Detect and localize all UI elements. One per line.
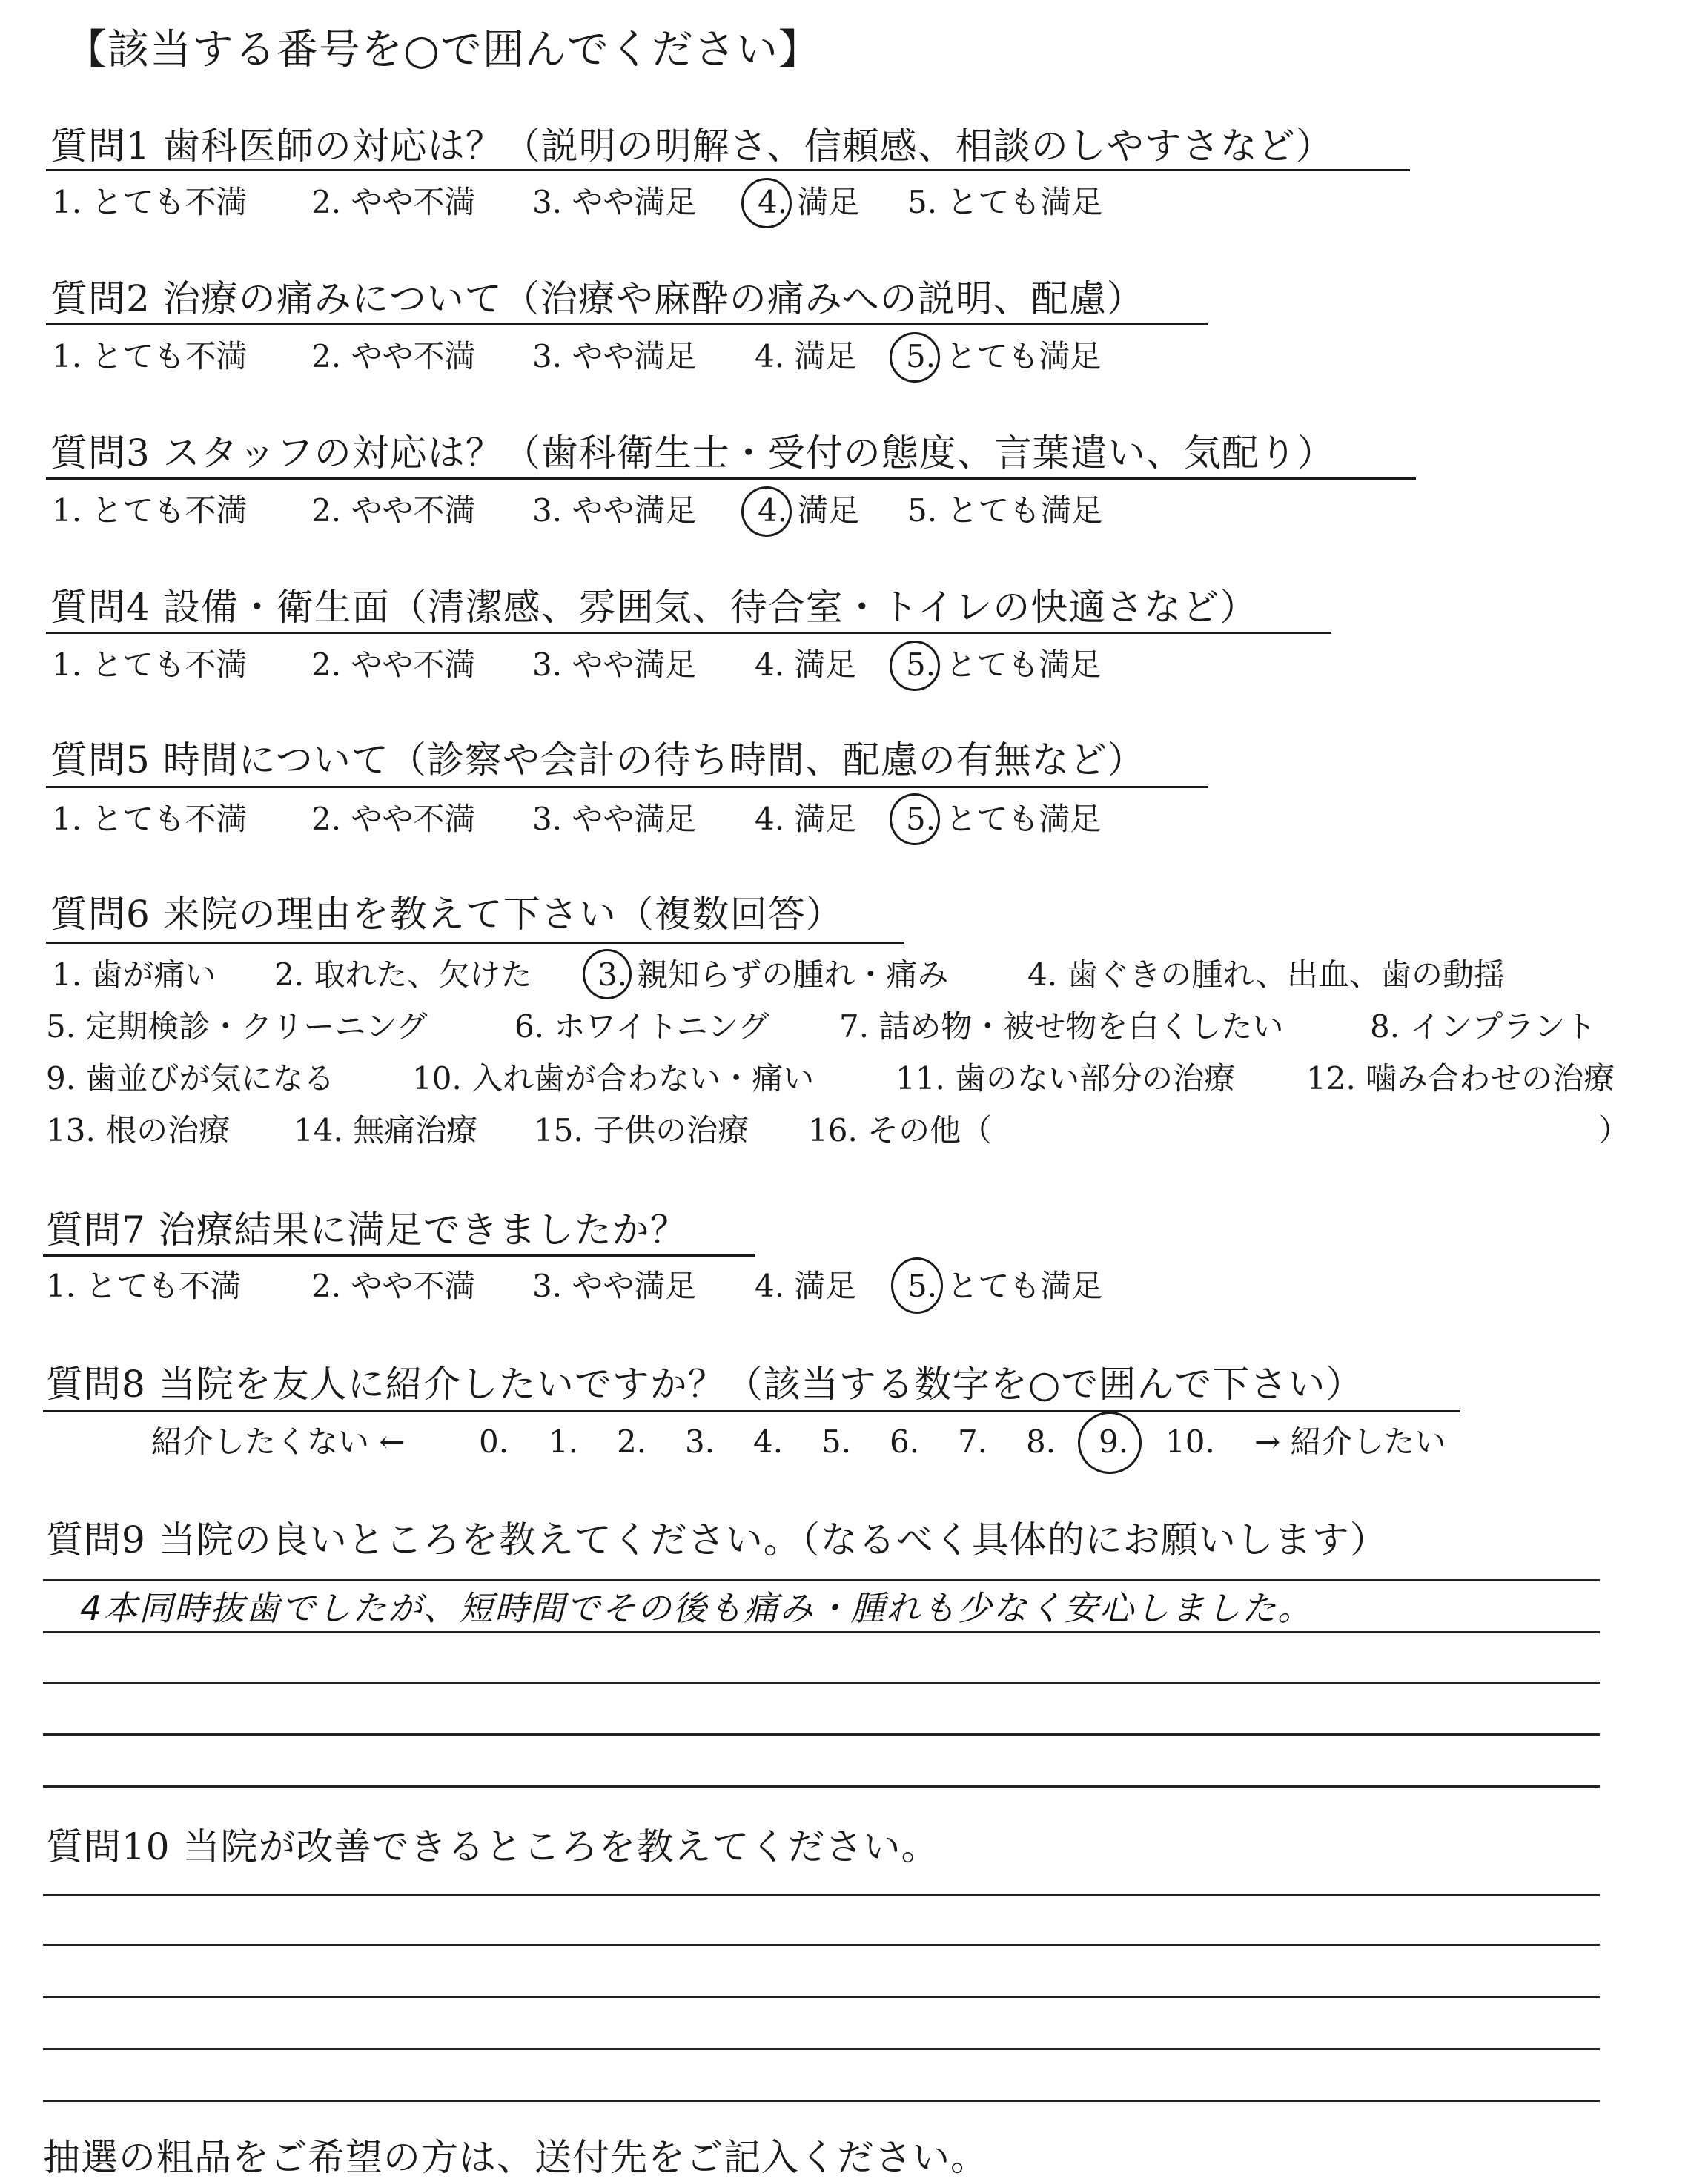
q2-option-3[interactable]: 3. やや満足 <box>532 338 697 374</box>
q7-selection-circle <box>891 1257 943 1314</box>
q6-option-2[interactable]: 2. 取れた、欠けた <box>274 956 532 993</box>
q3-option-1[interactable]: 1. とても不満 <box>52 492 248 529</box>
q7-option-5[interactable]: 5. とても満足 <box>907 1268 1103 1304</box>
q1-option-3[interactable]: 3. やや満足 <box>532 184 697 220</box>
page-header: 【該当する番号を○で囲んでください】 <box>65 26 821 74</box>
q4-option-4[interactable]: 4. 満足 <box>755 647 857 683</box>
question-2-title: 質問2 治療の痛みについて（治療や麻酔の痛みへの説明、配慮） <box>50 277 1145 320</box>
question-7-title: 質問7 治療結果に満足できましたか？ <box>46 1208 688 1251</box>
question-1-title: 質問1 歯科医師の対応は？（説明の明解さ、信頼感、相談のしやすさなど） <box>50 125 1334 168</box>
q6-option-9[interactable]: 9. 歯並びが気になる <box>46 1060 335 1097</box>
q5-option-4[interactable]: 4. 満足 <box>755 801 857 837</box>
q8-score-9[interactable]: 9. <box>1099 1424 1129 1460</box>
q2-option-4[interactable]: 4. 満足 <box>755 338 857 374</box>
q8-score-10[interactable]: 10. <box>1165 1424 1215 1460</box>
q2-selection-circle <box>890 332 940 383</box>
q4-option-1[interactable]: 1. とても不満 <box>52 647 248 683</box>
question-1-underline <box>46 169 1410 171</box>
q10-answer-line-2 <box>43 1944 1600 1946</box>
q6-option-7[interactable]: 7. 詰め物・被せ物を白くしたい <box>839 1008 1284 1045</box>
q6-option-13[interactable]: 13. 根の治療 <box>46 1112 231 1148</box>
q6-other-close-paren: ） <box>1598 1112 1630 1148</box>
q6-option-11[interactable]: 11. 歯のない部分の治療 <box>896 1060 1236 1097</box>
q9-answer-line-5 <box>43 1785 1600 1788</box>
question-6-underline <box>46 942 904 944</box>
q9-answer-line-2 <box>43 1631 1600 1633</box>
q4-option-2[interactable]: 2. やや不満 <box>311 647 476 683</box>
q7-option-3[interactable]: 3. やや満足 <box>532 1268 697 1304</box>
q8-score-2[interactable]: 2. <box>617 1424 647 1460</box>
q4-selection-circle <box>890 641 940 691</box>
q6-option-4[interactable]: 4. 歯ぐきの腫れ、出血、歯の動揺 <box>1027 956 1505 993</box>
q6-option-14[interactable]: 14. 無痛治療 <box>294 1112 478 1148</box>
q8-score-1[interactable]: 1. <box>549 1424 579 1460</box>
q8-score-6[interactable]: 6. <box>890 1424 920 1460</box>
q8-selection-circle <box>1078 1412 1142 1474</box>
q10-answer-line-5 <box>43 2100 1600 2102</box>
q6-option-8[interactable]: 8. インプラント <box>1370 1008 1597 1045</box>
q3-selection-circle <box>741 486 792 537</box>
footer-cut-off-text: 抽選の粗品をご希望の方は、送付先をご記入ください。 <box>43 2136 988 2179</box>
question-9-title: 質問9 当院の良いところを教えてください。（なるべく具体的にお願いします） <box>46 1518 1388 1561</box>
q6-option-5[interactable]: 5. 定期検診・クリーニング <box>46 1008 428 1045</box>
q6-option-1[interactable]: 1. 歯が痛い <box>52 956 216 993</box>
q6-selection-circle <box>583 949 632 999</box>
q10-answer-line-1 <box>43 1894 1600 1896</box>
q10-answer-line-3 <box>43 1996 1600 1998</box>
q5-option-1[interactable]: 1. とても不満 <box>52 801 248 837</box>
question-4-underline <box>46 632 1331 634</box>
question-2-underline <box>46 323 1208 325</box>
q6-option-10[interactable]: 10. 入れ歯が合わない・痛い <box>412 1060 815 1097</box>
q1-option-5[interactable]: 5. とても満足 <box>907 184 1103 220</box>
q8-score-5[interactable]: 5. <box>821 1424 852 1460</box>
q6-option-3[interactable]: 3. 親知らずの腫れ・痛み <box>598 956 949 993</box>
q9-answer-line-4 <box>43 1733 1600 1736</box>
question-8-underline <box>43 1410 1460 1412</box>
q10-answer-line-4 <box>43 2048 1600 2050</box>
q6-option-16[interactable]: 16. その他（ <box>808 1112 993 1148</box>
question-5-underline <box>46 786 1208 788</box>
q9-handwritten-answer[interactable]: 4本同時抜歯でしたが、短時間でその後も痛み・腫れも少なく安心しました。 <box>80 1588 1314 1628</box>
question-8-title: 質問8 当院を友人に紹介したいですか？（該当する数字を○で囲んで下さい） <box>46 1363 1364 1406</box>
q8-score-4[interactable]: 4. <box>753 1424 784 1460</box>
q4-option-3[interactable]: 3. やや満足 <box>532 647 697 683</box>
q8-score-3[interactable]: 3. <box>685 1424 715 1460</box>
q1-selection-circle <box>741 178 792 228</box>
q2-option-5[interactable]: 5. とても満足 <box>906 338 1102 374</box>
question-4-title: 質問4 設備・衛生面（清潔感、雰囲気、待合室・トイレの快適さなど） <box>50 586 1258 629</box>
q7-option-1[interactable]: 1. とても不満 <box>46 1268 242 1304</box>
question-3-title: 質問3 スタッフの対応は？（歯科衛生士・受付の態度、言葉遣い、気配り） <box>50 431 1335 475</box>
q8-score-0[interactable]: 0. <box>479 1424 509 1460</box>
q3-option-4[interactable]: 4. 満足 <box>758 492 860 529</box>
q8-score-7[interactable]: 7. <box>958 1424 988 1460</box>
q5-option-5[interactable]: 5. とても満足 <box>906 801 1102 837</box>
q1-option-2[interactable]: 2. やや不満 <box>311 184 476 220</box>
q3-option-5[interactable]: 5. とても満足 <box>907 492 1103 529</box>
question-7-underline <box>43 1254 755 1257</box>
q1-option-1[interactable]: 1. とても不満 <box>52 184 248 220</box>
q4-option-5[interactable]: 5. とても満足 <box>906 647 1102 683</box>
question-3-underline <box>46 477 1416 480</box>
q7-option-4[interactable]: 4. 満足 <box>755 1268 857 1304</box>
q6-option-15[interactable]: 15. 子供の治療 <box>534 1112 749 1148</box>
q9-answer-line-3 <box>43 1682 1600 1684</box>
q6-option-6[interactable]: 6. ホワイトニング <box>514 1008 769 1045</box>
question-10-title: 質問10 当院が改善できるところを教えてください。 <box>46 1825 939 1868</box>
q9-answer-line-1 <box>43 1579 1600 1581</box>
q5-selection-circle <box>890 793 940 845</box>
q8-left-label: 紹介したくない ← <box>151 1424 406 1460</box>
question-6-title: 質問6 来院の理由を教えて下さい（複数回答） <box>50 893 844 936</box>
q3-option-2[interactable]: 2. やや不満 <box>311 492 476 529</box>
q6-option-12[interactable]: 12. 噛み合わせの治療 <box>1306 1060 1615 1097</box>
q8-score-8[interactable]: 8. <box>1026 1424 1056 1460</box>
q5-option-2[interactable]: 2. やや不満 <box>311 801 476 837</box>
q3-option-3[interactable]: 3. やや満足 <box>532 492 697 529</box>
q7-option-2[interactable]: 2. やや不満 <box>311 1268 476 1304</box>
question-5-title: 質問5 時間について（診察や会計の待ち時間、配慮の有無など） <box>50 738 1145 781</box>
q1-option-4[interactable]: 4. 満足 <box>758 184 860 220</box>
q2-option-1[interactable]: 1. とても不満 <box>52 338 248 374</box>
q8-right-label: → 紹介したい <box>1254 1424 1446 1460</box>
q2-option-2[interactable]: 2. やや不満 <box>311 338 476 374</box>
q5-option-3[interactable]: 3. やや満足 <box>532 801 697 837</box>
